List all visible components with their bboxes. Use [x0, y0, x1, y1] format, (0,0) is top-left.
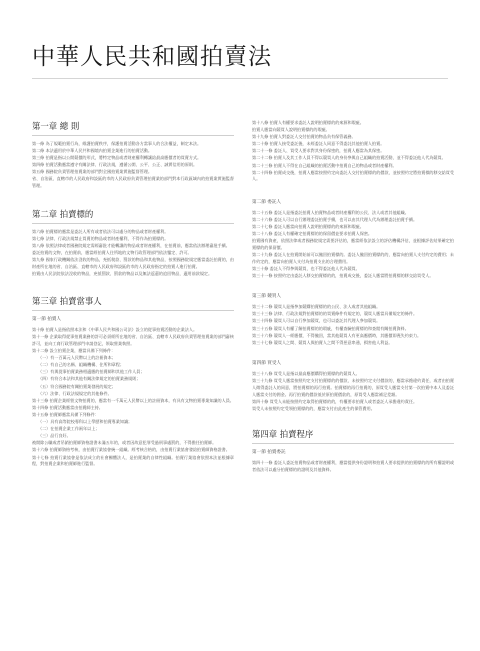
article-paragraph: 第三十七條 競買人之間、競買人與拍賣人之間不得惡意串通，損害他人利益。	[252, 339, 393, 345]
chapter-block	[32, 295, 234, 467]
article-paragraph: 第二十三條 拍賣人不得在自己組織的拍賣活動中拍賣自己的物品或者財產權利。	[252, 162, 397, 168]
chapter-divider	[32, 223, 234, 224]
article-paragraph: 拍賣由人民法院依法沒收的物品，充抵罰款、罰款的物品以及無法返還的追回物品，適用前款規定。	[32, 270, 213, 276]
article-paragraph: 省、自治區、直轄市的人民政府和設區的市的人民政府負責管理拍賣業的部門對本行政區域內的拍賣業實施監督管理。	[32, 176, 234, 189]
left-column	[32, 106, 234, 468]
list-item: （四）有符合本法和其他有關法律規定的拍賣業務規則；	[38, 376, 141, 382]
chapter-heading: 第四章 拍賣程序	[252, 429, 314, 440]
section-heading: 第二節 委託人	[252, 199, 282, 205]
article-paragraph: 第三十三條 法律、行政法規對拍賣標的的買賣條件有規定的，競買人應當具備規定的條件。	[252, 311, 418, 317]
article-paragraph: 第三十一條 按照約定由委託人移交拍賣標的的，拍賣成交後，委託人應當將拍賣標的移交給買受人。	[252, 272, 434, 278]
article-paragraph: 第十一條 企業取得從事拍賣業務的許可必須經所在地的省、自治區、直轄市人民政府負責管理拍賣業的部門審核許可，並向工商行政管理部門申請登記，領取營業執照。	[32, 334, 234, 346]
list-item: （二）在拍賣企業工作兩年以上；	[38, 426, 100, 432]
article-paragraph: 第四條 拍賣活動應當遵守有關法律、行政法規，遵循公開、公平、公正、誠實信用的原則。	[32, 162, 198, 168]
chapter-heading: 第三章 拍賣當事人	[32, 296, 102, 307]
list-item: （一）具有高等院校專科以上學歷和拍賣專業知識；	[38, 419, 133, 425]
article-paragraph: 第十六條 拍賣師資格考核，由拍賣行業協會統一組織。經考核合格的，由拍賣行業協會發給拍賣師資格證書。	[32, 447, 230, 453]
article-paragraph: 第二十一條 委託人、買受人要求對其身份保密的，拍賣人應當為其保密。	[252, 148, 385, 154]
article-paragraph: 第七條 法律、行政法規禁止買賣的物品或者財產權利，不得作為拍賣標的。	[32, 235, 169, 241]
article-paragraph: 第二條 本法適用於中華人民共和國境內拍賣企業進行的拍賣活動。	[32, 148, 153, 154]
chapter-divider	[252, 443, 454, 444]
article-paragraph: 第二十八條 委託人有權確定拍賣標的的保留價並要求拍賣人保密。	[252, 231, 373, 237]
article-paragraph: 買受人未按照約定受領拍賣標的的，應當支付由此產生的保管費用。	[252, 405, 375, 411]
article-paragraph: 第四十一條 委託人委託拍賣物品或者財產權利，應當提供身份證明和拍賣人要求提供的拍賣標的的所有權證明或者依法可以處分拍賣標的的證明及其他資料。	[252, 460, 454, 472]
article-paragraph: 第九條 國家行政機關依法沒收的物品，充抵稅款、罰款的物品和其他物品，按照國務院規定應當委託拍賣的，由財產所在地的省、自治區、直轄市的人民政府和設區的市的人民政府指定的拍賣人進行拍賣。	[32, 257, 234, 269]
section-heading: 第一節 拍賣委託	[252, 450, 286, 456]
article-paragraph: 第二十四條 拍賣成交後，拍賣人應當按照約定向委託人交付拍賣標的的價款，並按照約定將拍賣標的移交給買受人。	[252, 169, 454, 182]
chapter-block	[252, 293, 454, 346]
section-heading: 第三節 競買人	[252, 294, 282, 300]
chapter-block	[32, 120, 234, 190]
article-paragraph: 第二十五條 委託人是指委託拍賣人拍賣物品或者財產權利的公民、法人或者其他組織。	[252, 209, 409, 215]
chapter-block	[252, 428, 454, 473]
list-item: （五）符合國務院有關拍賣業發展的規定；	[38, 383, 116, 389]
right-column	[252, 106, 454, 474]
chapter-heading: 第一章 總 則	[32, 121, 80, 131]
article-paragraph: 第八條 依照法律或者國務院規定需經審批才能轉讓的物品或者財產權利，在拍賣前，應當依法辦理審批手續。	[32, 242, 230, 248]
article-paragraph: 第二十六條 委託人可以自行辦理委託拍賣手續，也可以由其代理人代為辦理委託拍賣手續。	[252, 216, 418, 222]
chapter-divider	[32, 135, 234, 136]
article-paragraph: 委託拍賣的文物，在拍賣前，應當經拍賣人住所地的文物行政管理部門依法鑒定、許可。	[32, 249, 192, 255]
article-paragraph: 拍賣人應當向競買人說明拍賣標的的瑕疵。	[252, 127, 330, 133]
article-paragraph: 第三十二條 競買人是指參加競購拍賣標的的公民、法人或者其他組織。	[252, 304, 381, 310]
article-paragraph: 第十四條 拍賣活動應當由拍賣師主持。	[32, 404, 103, 410]
article-paragraph: 第十二條 設立拍賣企業，應當具備下列條件：	[32, 348, 116, 354]
article-paragraph: 第十五條 拍賣師應當具備下列條件：	[32, 411, 99, 417]
chapter-heading: 第二章 拍賣標的	[32, 208, 94, 219]
chapter-divider	[32, 310, 234, 311]
article-paragraph: 第三十四條 競買人可以自行參加競買，也可以委託其代理人參加競買。	[252, 318, 381, 324]
list-item: （二）有自己的名稱、組織機構、住所和章程；	[38, 362, 124, 368]
article-paragraph: 第十八條 拍賣人有權要求委託人說明拍賣標的的來源和瑕疵。	[252, 120, 364, 125]
article-paragraph: 第三十五條 競買人有權了解拍賣標的的瑕疵，有權查驗拍賣標的和查閱有關拍賣資料。	[252, 325, 409, 331]
chapter-block	[252, 120, 454, 183]
article-paragraph: 第三條 拍賣是指以公開競價的形式，將特定物品或者財產權利轉讓給最高應價者的買賣方式。	[32, 155, 202, 161]
article-paragraph: 第十七條 拍賣行業協會是依法成立的社會團體法人，是拍賣業的自律性組織。拍賣行業協會依照本法並根據章程，對拍賣企業和拍賣師進行監督。	[32, 454, 234, 467]
chapter-block	[32, 208, 234, 278]
article-paragraph: 第六條 拍賣標的應當是委託人所有或者依法可以處分的物品或者財產權利。	[32, 228, 169, 234]
section-heading: 第一節 拍賣人	[32, 317, 62, 323]
section-heading: 第四節 買受人	[252, 361, 282, 367]
article-paragraph: 第五條 國務院負責管理拍賣業的部門對全國拍賣業實施監督管理。	[32, 169, 153, 175]
article-paragraph: 第二十九條 委託人在拍賣開始前可以撤回拍賣標的。委託人撤回拍賣標的的，應當向拍賣人支付約定的費用；未作約定的，應當向拍賣人支付為拍賣支出的合理費用。	[252, 251, 454, 264]
title-divider	[32, 78, 448, 79]
article-paragraph: 第十九條 拍賣人對委託人交付拍賣的物品負有保管義務。	[252, 134, 356, 140]
article-paragraph: 第一條 為了規範拍賣行為，維護拍賣秩序，保護拍賣活動各方當事人的合法權益，制定本法。	[32, 141, 202, 146]
article-paragraph: 第三十六條 競買人一經應價，不得撤回，當其他競買人有更高應價時，其應價即喪失約束力。	[252, 332, 422, 338]
article-paragraph: 第四十條 買受人未能按照約定取得拍賣標的的，有權要求拍賣人或者委託人承擔違約責任。	[252, 398, 418, 404]
article-paragraph: 第二十二條 拍賣人及其工作人員不得以競買人的身份參與自己組織的拍賣活動，並不得委託他人代為競買。	[252, 155, 446, 161]
article-paragraph: 第二十條 拍賣人接受委託後，未經委託人同意不得委託其他拍賣人拍賣。	[252, 141, 385, 147]
article-paragraph: 第三十條 委託人不得參與競買，也不得委託他人代為競買。	[252, 265, 360, 271]
page-title: 中華人民共和國拍賣法	[32, 44, 272, 70]
list-item: （六）法律、行政法規規定的其他條件。	[38, 390, 112, 396]
list-item: （三）有與從事拍賣業務相適應的拍賣師和其他工作人員；	[38, 369, 145, 375]
article-paragraph: 拍賣國有資產，依照法律或者國務院規定需要評估的，應當經依法設立的評估機構評估，並根據評估結果確定拍賣標的的保留價。	[252, 238, 454, 250]
article-paragraph: 第二十七條 委託人應當向拍賣人說明拍賣標的的來源和瑕疵。	[252, 224, 364, 230]
chapter-block	[252, 199, 454, 279]
article-paragraph: 第十條 拍賣人是指依照本法和《中華人民共和國公司法》設立的從事拍賣活動的企業法人。	[32, 327, 198, 333]
article-paragraph: 第十三條 拍賣企業經營文物拍賣的，應當有一千萬元人民幣以上的註冊資本，有具有文物拍賣專業知識的人員。	[32, 397, 234, 403]
article-paragraph: 被開除公職或者吊銷拍賣師資格證書未滿五年的，或者因故意犯罪受過刑事處罰的，不得擔任拍賣師。	[32, 440, 217, 446]
list-item: （三）品行良好。	[38, 433, 71, 439]
chapter-block	[252, 360, 454, 412]
article-paragraph: 第三十九條 買受人應當按照約定支付拍賣標的的價款，未按照約定支付價款的，應當承擔違約責任，或者由拍賣人徵得委託人的同意，將拍賣標的再行拍賣。拍賣標的再行拍賣的，原買受人應當支付第一次拍賣中本人及委託人應當支付的佣金。再行拍賣的價款低於原拍賣價款的，原買受人應當補足差額。	[252, 378, 454, 397]
article-paragraph: 第三十八條 買受人是指以最高應價購得拍賣標的的競買人。	[252, 371, 360, 377]
list-item: （一）有一百萬元人民幣以上的註冊資本；	[38, 355, 116, 361]
